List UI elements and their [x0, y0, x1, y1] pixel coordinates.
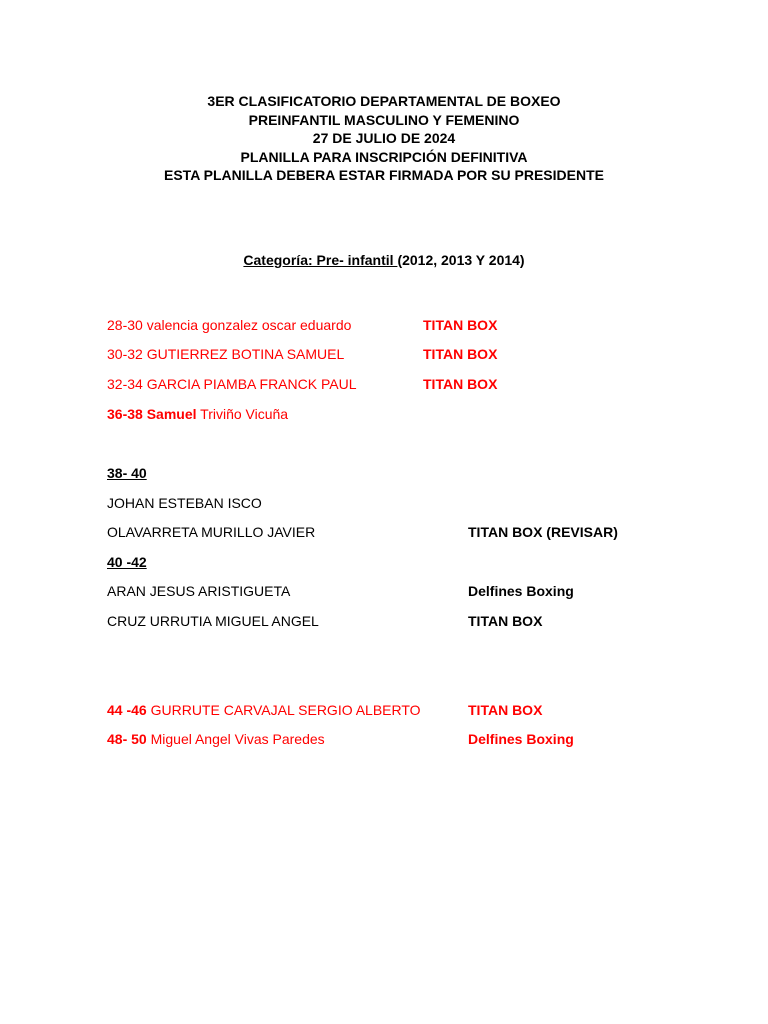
entry-name: CRUZ URRUTIA MIGUEL ANGEL — [107, 613, 319, 629]
header-line-3: 27 DE JULIO DE 2024 — [312, 130, 456, 146]
entry-row — [107, 346, 344, 362]
entry-weight: 44 -46 — [107, 702, 147, 718]
category-years: (2012, 2013 Y 2014) — [397, 252, 525, 268]
entry-weight: 36-38 — [107, 406, 143, 422]
entry-name: valencia gonzalez oscar eduardo — [146, 317, 352, 333]
entry-name: JOHAN ESTEBAN ISCO — [107, 495, 262, 511]
entry-name: GUTIERREZ BOTINA SAMUEL — [146, 346, 345, 362]
entry-name: OLAVARRETA MURILLO JAVIER — [107, 524, 316, 540]
entry-row — [107, 731, 325, 747]
entry-row — [107, 406, 288, 422]
entry-club: TITAN BOX — [423, 346, 498, 362]
header-line-5: ESTA PLANILLA DEBERA ESTAR FIRMADA POR SU PRESIDENTE — [164, 167, 604, 183]
header-line-2: PREINFANTIL MASCULINO Y FEMENINO — [248, 111, 520, 128]
entry-club: TITAN BOX — [423, 317, 498, 333]
entry-club: TITAN BOX (REVISAR) — [468, 524, 618, 540]
entry-name: Miguel Angel Vivas Paredes — [150, 731, 325, 747]
entry-name: Triviño Vicuña — [200, 406, 289, 422]
entry-club: TITAN BOX — [468, 702, 543, 718]
entry-club: Delfines Boxing — [468, 731, 574, 747]
entry-club: Delfines Boxing — [468, 583, 574, 599]
entry-name: GARCIA PIAMBA FRANCK PAUL — [146, 376, 357, 392]
category-line — [0, 252, 768, 268]
header-line-4: PLANILLA PARA INSCRIPCIÓN DEFINITIVA — [240, 148, 528, 165]
entry-weight: 28-30 — [107, 317, 143, 333]
entry-row — [107, 376, 357, 392]
entry-weight: 32-34 — [107, 376, 143, 392]
weight-heading: 40 -42 — [107, 554, 147, 570]
entry-name: ARAN JESUS ARISTIGUETA — [107, 583, 291, 599]
entry-club: TITAN BOX — [423, 376, 498, 392]
document-header — [0, 92, 768, 185]
entry-club: TITAN BOX — [468, 613, 543, 629]
entry-weight: 30-32 — [107, 346, 143, 362]
entry-name-bold: Samuel — [146, 406, 197, 422]
category-label: Categoría: Pre- infantil — [243, 252, 398, 268]
weight-heading: 38- 40 — [107, 465, 147, 481]
entry-name: GURRUTE CARVAJAL SERGIO ALBERTO — [150, 702, 421, 718]
entry-row — [107, 317, 351, 333]
entry-row — [107, 702, 421, 718]
header-line-1: 3ER CLASIFICATORIO DEPARTAMENTAL DE BOXEO — [207, 93, 561, 109]
entry-weight: 48- 50 — [107, 731, 147, 747]
